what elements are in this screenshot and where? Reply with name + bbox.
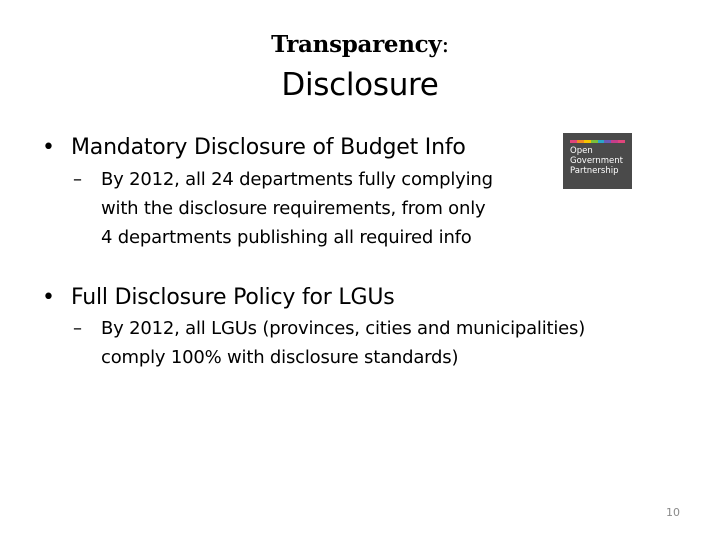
logo-color-stripe bbox=[570, 140, 625, 143]
logo-word: Government bbox=[570, 156, 624, 166]
bullet-text: Full Disclosure Policy for LGUs bbox=[71, 285, 395, 310]
sub-bullet-line: 4 departments publishing all required info bbox=[101, 227, 472, 248]
bullet-text: Mandatory Disclosure of Budget Info bbox=[71, 135, 466, 160]
slide-title-colon: : bbox=[441, 32, 449, 58]
sub-bullet-line: By 2012, all 24 departments fully complying bbox=[101, 169, 493, 190]
slide-title bbox=[0, 30, 720, 60]
sub-bullet-marker: – bbox=[73, 318, 82, 339]
sub-bullet-marker: – bbox=[73, 169, 82, 190]
open-government-partnership-logo-icon bbox=[563, 133, 632, 189]
slide-subtitle: Disclosure bbox=[281, 67, 439, 103]
slide-title-main: Transparency bbox=[271, 31, 442, 58]
page-number: 10 bbox=[666, 506, 680, 519]
bullet-marker: • bbox=[42, 285, 55, 310]
bullet-marker: • bbox=[42, 135, 55, 160]
sub-bullet-line: with the disclosure requirements, from only bbox=[101, 198, 486, 219]
sub-bullet-line: comply 100% with disclosure standards) bbox=[101, 347, 459, 368]
logo-word: Partnership bbox=[570, 166, 619, 176]
sub-bullet-line: By 2012, all LGUs (provinces, cities and municipalities) bbox=[101, 318, 586, 339]
logo-word: Open bbox=[570, 146, 593, 156]
